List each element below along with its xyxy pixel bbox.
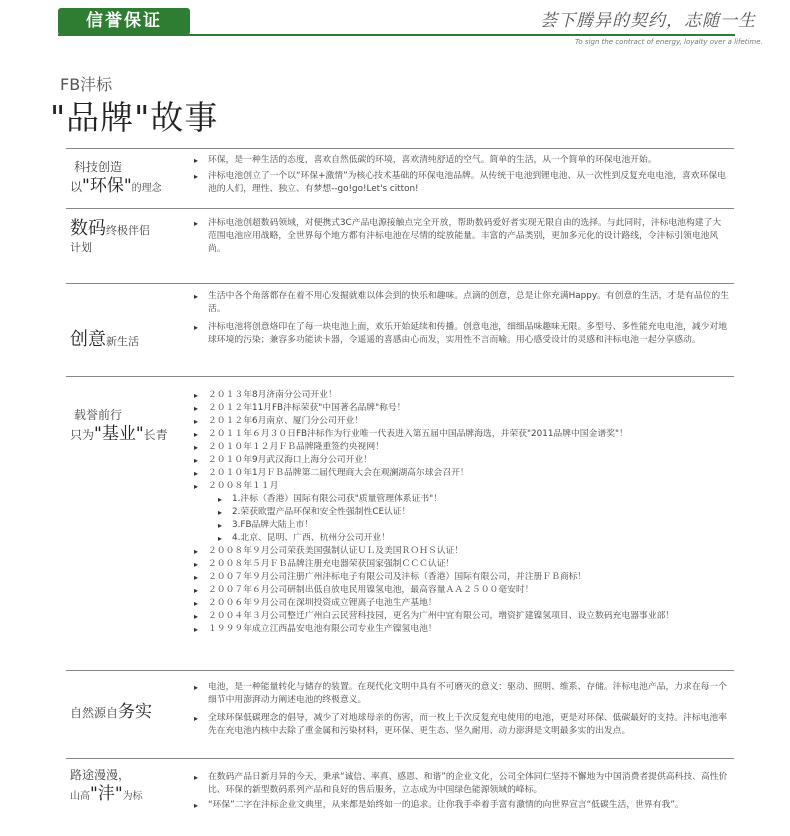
history-item: ▸ ２０１２年11月FB沣标荣获"中国著名品牌"称号！ bbox=[194, 402, 729, 415]
heading-text: 自然源自 bbox=[70, 706, 119, 720]
heading-line: 计划 bbox=[70, 241, 92, 255]
section-digital bbox=[66, 208, 734, 269]
heading-text: 山高 bbox=[70, 791, 90, 803]
heading-text: 以 bbox=[70, 180, 83, 195]
list-item: ▸ 在数码产品日新月异的今天，秉承“诚信、率真、感恩、和谐”的企业文化，公司全体同仁坚持不懈地为中国消费者提供高科技、高性价比、环保的新型数码系列产品和良好的售后服务，立志成为中国绿色能源领域的峰标。 bbox=[194, 771, 729, 797]
section-history bbox=[66, 376, 734, 667]
section-creative bbox=[66, 283, 734, 374]
history-item: ▸ ２０１１年６月３０日FB沣标作为行业唯一代表进入第五届中国品牌海选，并荣获"2011品牌中国金谱奖"！ bbox=[194, 428, 729, 441]
history-item: ▸ ２０１０年1月ＦＢ品牌第二届代理商大会在观澜湖高尔球会召开！ bbox=[194, 467, 729, 480]
section-journey-items bbox=[194, 771, 729, 812]
section-digital-items bbox=[194, 217, 729, 256]
list-item: ▸ 全球环保低碳理念的倡导，减少了对地球母亲的伤害，而一枚上千次反复充电使用的电池，更是对环保、低碳最好的支持。沣标电池率先在充电池内核中去除了重金属和污染材料，更环保、更生态、坚久耐用、动力澎湃是文明最多实的出发点。 bbox=[194, 712, 729, 738]
history-subitem: ▸ 2.荣获欧盟产品环保和安全性强制性CE认证！ bbox=[194, 506, 729, 519]
history-item: ▸ ２００４年３月公司整迁广州白云民营科技园，更名为广州中宜有限公司，增资扩建镍氢项目、设立数码充电器事业部！ bbox=[194, 610, 729, 623]
heading-text: 只为 bbox=[70, 428, 95, 443]
handwritten-slogan: 荟下腾异的契约，志随一生 bbox=[540, 11, 756, 31]
heading-line bbox=[70, 423, 168, 446]
header-bar bbox=[0, 0, 790, 48]
heading-text: 新生活 bbox=[106, 335, 139, 348]
heading-line bbox=[70, 783, 143, 806]
section-tech-items bbox=[194, 154, 729, 196]
list-item: ▸ 电池，是一种能量转化与储存的装置。在现代化文明中具有不可磨灭的意义：驱动、照明、维系、存储。沣标电池产品，力求在每一个细节中用澎湃动力阐述电池的终极意义。 bbox=[194, 681, 729, 707]
section-practical-items bbox=[194, 681, 729, 738]
history-item: ▸ ２００８年１１月 bbox=[194, 480, 729, 493]
section-history-items bbox=[194, 389, 729, 636]
section-digital-heading bbox=[70, 217, 150, 256]
history-item: ▸ １９９９年成立江西晶安电池有限公司专业生产镍氢电池！ bbox=[194, 623, 729, 636]
section-history-heading bbox=[70, 407, 168, 446]
heading-emphasis: 创意 bbox=[70, 329, 106, 350]
heading-line bbox=[70, 217, 150, 241]
history-item: ▸ ２００７年９月公司注册广州沣标电子有限公司及沣标（香港）国际有限公司，并注册ＦＢ商标！ bbox=[194, 571, 729, 584]
heading-emphasis: 务实 bbox=[118, 702, 153, 722]
section-practical bbox=[66, 670, 734, 753]
slogan-english: To sign the contract of energy, loyalty over a lifetime. bbox=[575, 38, 763, 46]
heading-text: 终极伴侣 bbox=[106, 224, 150, 237]
list-item: ▸ 沣标电池创超数码领域，对便携式3C产品电源接触点完全开放，帮助数码爱好者实现无限自由的选择。与此同时，沣标电池构建了大范围电池应用战略，全世界每个地方都有沣标电池在尽情的绽放能量。丰富的产品类别，更加多元化的设计路线，令沣标引领电池风尚。 bbox=[194, 217, 729, 256]
heading-line: 载誉前行 bbox=[74, 408, 123, 422]
history-item: ▸ ２０１２年6月南京、厦门分公司开业！ bbox=[194, 415, 729, 428]
history-subitem: ▸ 3.FB品牌大陆上市！ bbox=[194, 519, 729, 532]
history-subitem: ▸ 4.北京、昆明、广西、杭州分公司开业！ bbox=[194, 532, 729, 545]
credit-badge: 信誉保证 bbox=[58, 8, 190, 35]
history-item: ▸ ２００８年９月公司荣获美国强制认证ＵＬ及美国ＲＯＨＳ认证！ bbox=[194, 545, 729, 558]
brand-subtitle: FB沣标 bbox=[60, 75, 113, 94]
list-item: ▸ 沣标电池将创意烙印在了每一块电池上面，欢乐开始延续和传播。创意电池，细细品味趣味无限。多型号、多性能充电电池，减少对地球环境的污染；兼容多功能读卡器，令遥遥的喜感由心而发，实用性不言而喻。用心感受设计的灵感和沣标电池一起分享感动。 bbox=[194, 321, 729, 347]
history-item: ▸ ２００６年９月公司在深圳投资成立锂离子电池生产基地！ bbox=[194, 597, 729, 610]
section-creative-items bbox=[194, 290, 729, 347]
heading-line bbox=[70, 175, 162, 198]
heading-text: 长青 bbox=[143, 428, 168, 443]
list-item: ▸ “环保”二字在沣标企业文典里，从来都是始终如一的追求。让你我手牵着手富有激情的向世界宣言“低碳生活，世界有我”。 bbox=[194, 799, 729, 812]
header-rule bbox=[190, 34, 735, 36]
history-item: ▸ ２００８年５月ＦＢ品牌注册充电器荣获国家强制ＣＣＣ认证！ bbox=[194, 558, 729, 571]
section-journey bbox=[66, 758, 734, 829]
heading-text: 为标 bbox=[122, 791, 143, 803]
history-item: ▸ ２０１０年9月武汉海口上海分公司开业！ bbox=[194, 454, 729, 467]
heading-line: 科技创造 bbox=[74, 160, 123, 174]
history-item: ▸ ２００７年６月公司研制出低自放电民用镍氢电池，最高容量ＡＡ２５００毫安时！ bbox=[194, 584, 729, 597]
list-item: ▸ 生活中各个角落都存在着不用心发掘就难以体会到的快乐和趣味。点滴的创意，总是让你充满Happy。有创意的生活，才是有品位的生活。 bbox=[194, 290, 729, 316]
section-tech-heading bbox=[70, 159, 162, 198]
section-practical-heading bbox=[70, 701, 152, 724]
heading-emphasis: "基业" bbox=[94, 424, 144, 445]
heading-emphasis: "沣" bbox=[90, 784, 123, 805]
heading-emphasis: "环保" bbox=[82, 176, 132, 197]
heading-emphasis: 数码 bbox=[70, 218, 106, 239]
section-tech bbox=[66, 148, 734, 199]
list-item: ▸ 环保，是一种生活的态度，喜欢自然低碳的环境，喜欢清纯舒适的空气。简单的生活，从一个简单的环保电池开始。 bbox=[194, 154, 729, 167]
history-item: ▸ ２０１３年8月济南分公司开业！ bbox=[194, 389, 729, 402]
heading-text: 的理念 bbox=[131, 183, 162, 195]
section-creative-heading bbox=[70, 328, 139, 352]
history-subitem: ▸ 1.沣标（香港）国际有限公司获"质量管理体系证书"！ bbox=[194, 493, 729, 506]
list-item: ▸ 沣标电池创立了一个以“环保+激情”为核心技术基础的环保电池品牌。从传统干电池到锂电池、从一次性到反复充电电池，喜欢环保电池的人们，理性、独立、有梦想--go!go!Let's citton! bbox=[194, 170, 729, 196]
page-title: "品牌"故事 bbox=[50, 98, 219, 137]
heading-line: 路途漫漫， bbox=[70, 768, 131, 782]
history-item: ▸ ２０１０年１２月ＦＢ品牌隆重签约央视网！ bbox=[194, 441, 729, 454]
section-journey-heading bbox=[70, 767, 143, 806]
